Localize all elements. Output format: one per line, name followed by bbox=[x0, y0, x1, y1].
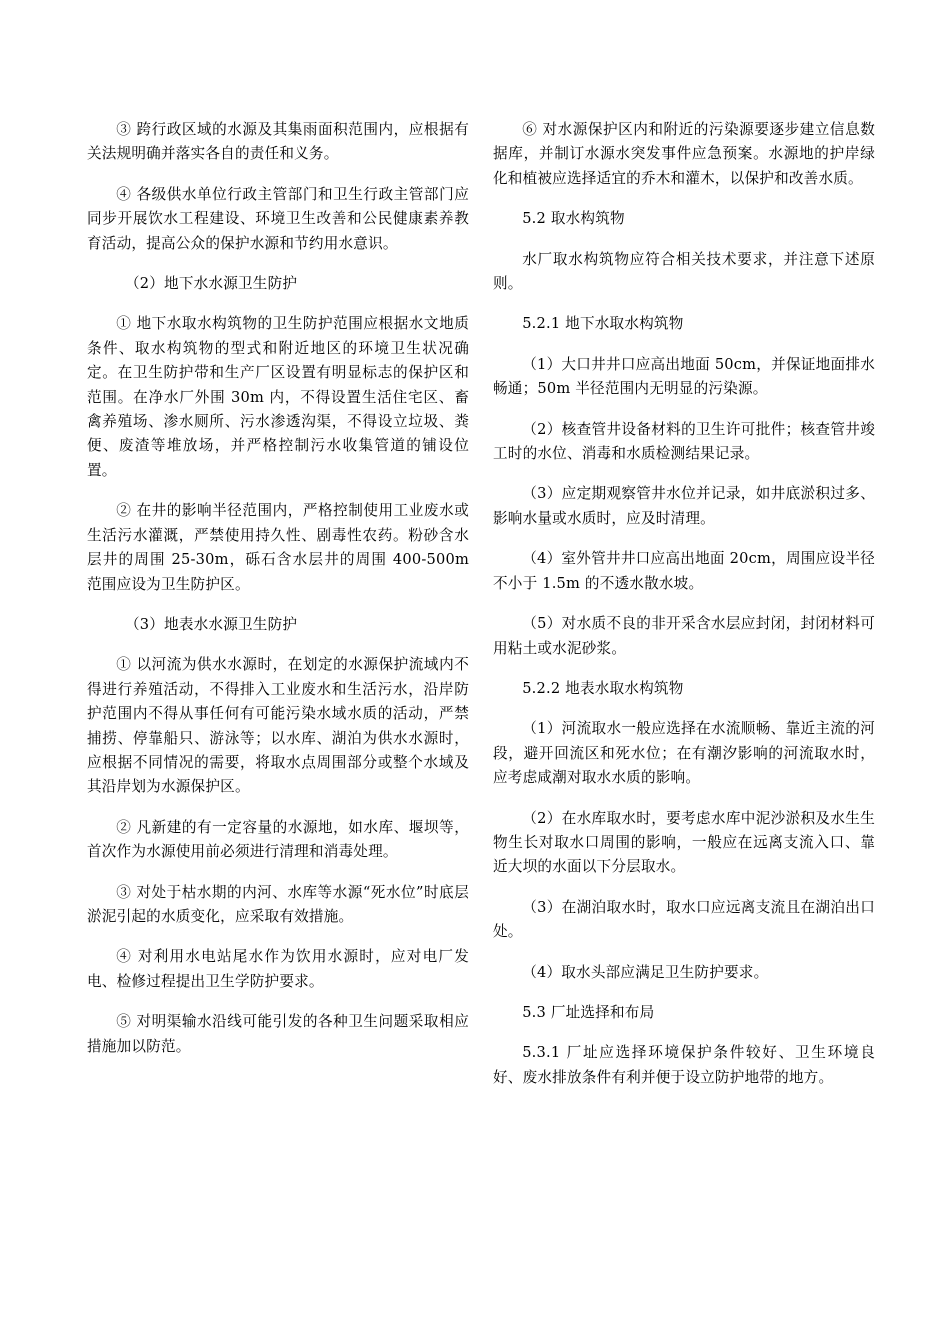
paragraph-large-well: （1）大口井井口应高出地面 50cm，并保证地面排水畅通；50m 半径范围内无明显的污染源。 bbox=[493, 355, 875, 398]
paragraph-lake-intake: （3）在湖泊取水时，取水口应远离支流且在湖泊出口处。 bbox=[493, 898, 875, 941]
left-column bbox=[87, 118, 469, 1075]
paragraph-reservoir-intake: （2）在水库取水时，要考虑水库中泥沙淤积及水生生物生长对取水口周围的影响，一般应在远离支流入口、靠近大坝的水面以下分层取水。 bbox=[493, 809, 875, 876]
paragraph-dead-water-level: ③ 对处于枯水期的内河、水库等水源“死水位”时底层淤泥引起的水质变化，应采取有效措施。 bbox=[87, 883, 469, 925]
paragraph-hydropower-tailwater: ④ 对利用水电站尾水作为饮用水源时，应对电厂发电、检修过程提出卫生学防护要求。 bbox=[87, 948, 469, 990]
paragraph-open-channel: ⑤ 对明渠输水沿线可能引发的各种卫生问题采取相应措施加以防范。 bbox=[87, 1013, 469, 1055]
paragraph-new-reservoir: ② 凡新建的有一定容量的水源地，如水库、堰坝等，首次作为水源使用前必须进行清理和消毒处理。 bbox=[87, 818, 469, 861]
heading-5-2-intake-structures: 5.2 取水构筑物 bbox=[522, 210, 625, 228]
paragraph-intake-principles: 水厂取水构筑物应符合相关技术要求，并注意下述原则。 bbox=[493, 250, 875, 293]
paragraph-authorities: ④ 各级供水单位行政主管部门和卫生行政主管部门应同步开展饮水工程建设、环境卫生改善和公民健康素养教育活动，提高公众的保护水源和节约用水意识。 bbox=[87, 185, 469, 252]
right-column bbox=[493, 118, 875, 1106]
paragraph-site-selection: 5.3.1 厂址应选择环境保护条件较好、卫生环境良好、废水排放条件有利并便于设立防护地带的地方。 bbox=[493, 1044, 875, 1086]
paragraph-jurisdiction: ③ 跨行政区域的水源及其集雨面积范围内，应根据有关法规明确并落实各自的责任和义务。 bbox=[87, 121, 469, 163]
paragraph-outdoor-well: （4）室外管井井口应高出地面 20cm，周围应设半径不小于 1.5m 的不透水散水坡。 bbox=[493, 550, 875, 592]
paragraph-well-radius: ② 在井的影响半径范围内，严格控制使用工业废水或生活污水灌溉，严禁使用持久性、剧毒性农药。粉砂含水层井的周围 25-30m，砾石含水层井的周围 400-500m 范围应设为卫生防护区。 bbox=[87, 502, 469, 593]
paragraph-groundwater-range: ① 地下水取水构筑物的卫生防护范围应根据水文地质条件、取水构筑物的型式和附近地区的环境卫生状况确定。在卫生防护带和生产厂区设置有明显标志的保护区和范围。在净水厂外围 30m 内，不得设置生活住宅区、畜禽养殖场、渗水厕所、污水渗透沟渠，不得设立垃圾、粪便、废渣等堆放场，并严格控制污水收集管道的铺设位置。 bbox=[87, 315, 469, 479]
heading-5-3-site-selection: 5.3 厂址选择和布局 bbox=[522, 1003, 655, 1021]
heading-5-2-2-surface-intake: 5.2.2 地表水取水构筑物 bbox=[522, 679, 684, 697]
paragraph-pollution-database: ⑥ 对水源保护区内和附近的污染源要逐步建立信息数据库，并制订水源水突发事件应急预案。水源地的护岸绿化和植被应选择适宜的乔木和灌木，以保护和改善水质。 bbox=[493, 121, 875, 187]
heading-groundwater-protection: （2）地下水水源卫生防护 bbox=[124, 275, 298, 293]
paragraph-intake-head: （4）取水头部应满足卫生防护要求。 bbox=[522, 963, 769, 981]
paragraph-water-level-observation: （3）应定期观察管井水位并记录，如井底淤积过多、影响水量或水质时，应及时清理。 bbox=[493, 485, 875, 527]
paragraph-aquifer-sealing: （5）对水质不良的非开采含水层应封闭，封闭材料可用粘土或水泥砂浆。 bbox=[493, 615, 875, 657]
heading-5-2-1-groundwater-intake: 5.2.1 地下水取水构筑物 bbox=[522, 315, 684, 333]
paragraph-river-source: ① 以河流为供水水源时，在划定的水源保护流域内不得进行养殖活动，不得排入工业废水和生活污水，沿岸防护范围内不得从事任何有可能污染水域水质的活动，严禁捕捞、停靠船只、游泳等；以水库、湖泊为供水水源时，应根据不同情况的需要，将取水点周围部分或整个水域及其沿岸划为水源保护区。 bbox=[87, 656, 469, 796]
heading-surface-water-protection: （3）地表水水源卫生防护 bbox=[124, 615, 298, 633]
paragraph-river-intake: （1）河流取水一般应选择在水流顺畅、靠近主流的河段，避开回流区和死水位；在有潮汐影响的河流取水时，应考虑咸潮对取水水质的影响。 bbox=[493, 720, 875, 787]
paragraph-tube-well-permit: （2）核查管井设备材料的卫生许可批件；核查管井竣工时的水位、消毒和水质检测结果记录。 bbox=[493, 420, 875, 463]
